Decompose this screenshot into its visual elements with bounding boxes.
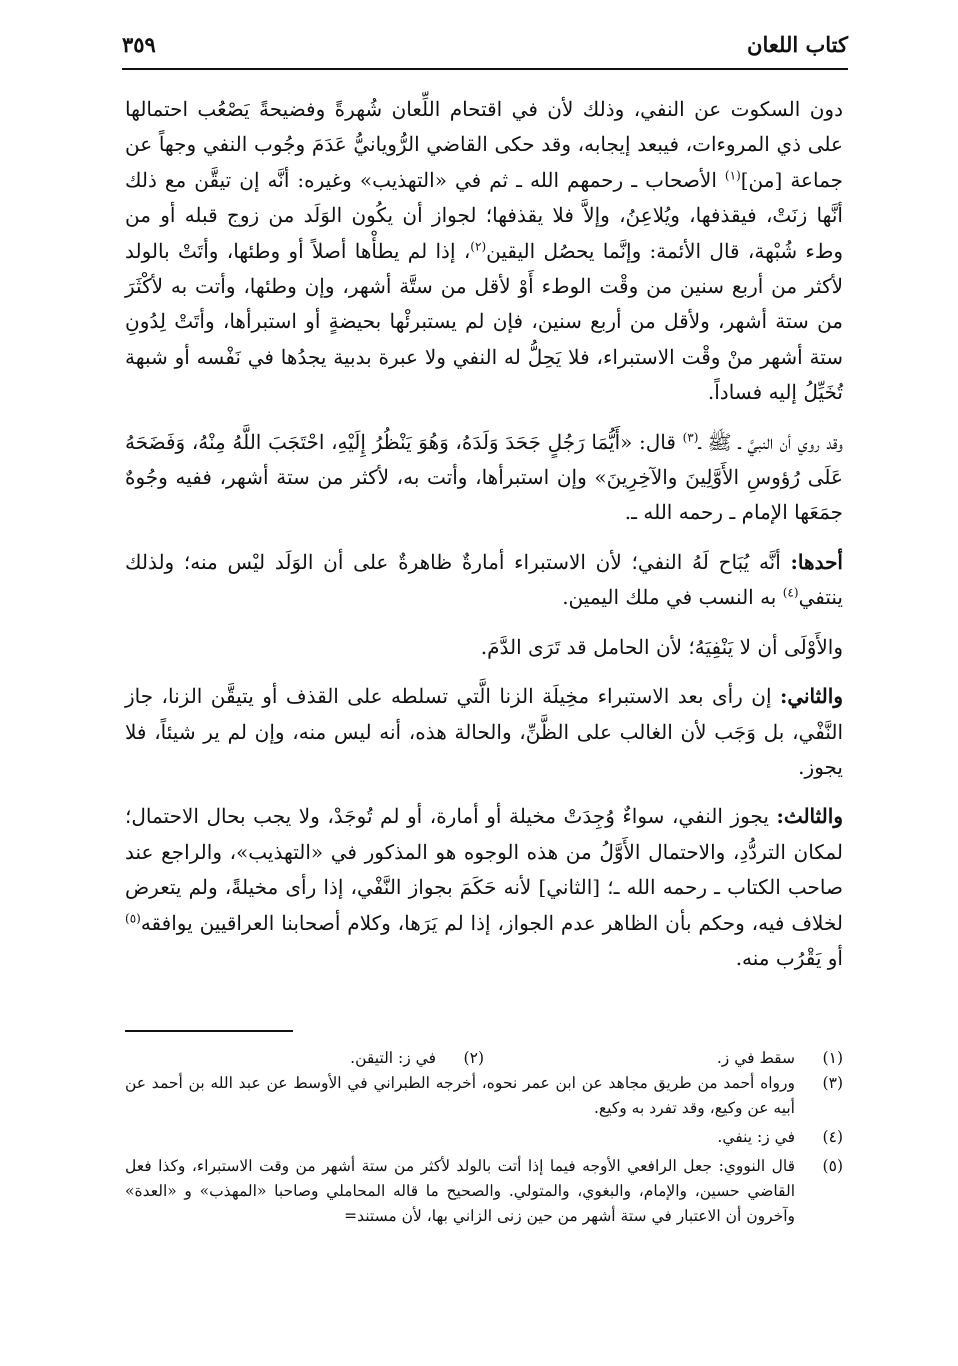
- text-run: وقد روي أن النبيَّ ـ ﷺ ـ: [698, 429, 843, 454]
- text-run: الأصحاب ـ رحمهم الله ـ ثم في «التهذيب» وغيره: أنَّه إن تيقَّن مع ذلك أنَّها زنَتْ، فيقذفها، ويُلاعِنُ، وإلاَّ فلا يقذفها؛ لجواز أن يكُون الوَلَد من زوج قبله أو من وطء شُبْهة، قال الأئمة: وإنَّما يحصُل اليقين: [125, 167, 843, 263]
- footnote-2: [125, 1046, 484, 1071]
- text-run: قال: «أَيُّمَا رَجُلٍ جَحَدَ وَلَدَهُ، وَهُوَ يَنْظُرُ إِلَيْهِ، احْتَجَبَ اللَّهُ مِنْهُ، وَفَضَحَهُ عَلَى رُؤوسِ الأَوَّلِينَ والآخِرِينَ» وإن استبرأها، وأتت به، لأكثر من ستة أشهر، ففيه وجُوهٌ جمَعَها الإمام ـ رحمه الله ـ.: [125, 429, 843, 525]
- paragraph-5: [125, 679, 843, 785]
- footnote-text: في ز: ينفي.: [717, 1128, 795, 1146]
- footnote-number: (١): [822, 1049, 843, 1067]
- text-run: أنَّه يُبَاح لَهُ النفي؛ لأن الاستبراء أمارةٌ ظاهرةٌ على أن الوَلَد ليْس منه؛ ولذلك ينتفي: [125, 549, 843, 610]
- paragraph-4: [125, 630, 843, 665]
- footnote-ref-3: (٣): [682, 430, 699, 444]
- footnote-ref-5: (٥): [125, 910, 141, 925]
- text-run: به النسب في ملك اليمين.: [562, 585, 783, 610]
- running-title: كتاب اللعان: [747, 32, 848, 57]
- footnote-text: ورواه أحمد من طريق مجاهد عن ابن عمر نحوه، أخرجه الطبراني في الأوسط عن عبد الله بن أحمد عن أبيه عن وكيع، وقد تفرد به وكيع.: [125, 1074, 795, 1117]
- text-run: ، إذا لم يطأْها أصلاً أو وطئها، وأتَتْ بالولد لأكثر من أربع سنين من وقْت الوطء أَوْ لأقل من ستَّة أشهر، وإن وطئها، وأتت به لأكْثَرَ من ستة أشهر، ولأقل من أربع سنين، فإن لم يستبرئْها بحيضةٍ أو استبرأها، وأتَتْ لِدُونِ ستة أشهر منْ وقْت الاستبراء، فلا يَحِلُّ له النفي ولا عبرة بدبية يجدُها في نَفْسه أو شبهة تُخَيِّلُ إليه فساداً.: [125, 238, 844, 405]
- footnote-number: (٣): [822, 1074, 843, 1092]
- text-run: أو يَقْرُب منه.: [735, 945, 843, 970]
- paragraph-3: [125, 545, 843, 616]
- footnote-number: (٤): [822, 1128, 843, 1146]
- text-run: إن رأى بعد الاستبراء مخِيلَة الزنا الَّتي تسلطه على القذف أو يتيقَّن الزنا، جاز النَّفْي، بل وَجَب لأن الغالب على الظَّنِّ، والحالة هذه، أنه ليس منه، وإن لم ير شيئاً، فلا يجوز.: [125, 684, 843, 779]
- footnotes: [125, 1046, 843, 1233]
- footnote-1: [484, 1046, 843, 1071]
- running-header: [122, 32, 848, 66]
- paragraph-6: [125, 799, 843, 976]
- header-rule: [122, 68, 848, 70]
- footnote-rule: [125, 1030, 293, 1032]
- section-lead: والثالث:: [776, 804, 843, 829]
- footnote-4: [125, 1125, 843, 1150]
- text-run: يجوز النفي، سواءٌ وُجِدَتْ مخيلة أو أمارة، أو لم تُوجَدْ، ولا يجب بحال الاحتمال؛ لمكان التردُّدِ، والاحتمال الأَوَّلُ من هذه الوجوه هو المذكور في «التهذيب»، والراجع عند صاحب الكتاب ـ رحمه الله ـ؛ [الثاني] لأنه حَكَمَ بجواز النَّفْي، إذا رأى مخيلةً، ولم يتعرض لخلاف فيه، وحكم بأن الظاهر عدم الجواز، إذا لم يَرَها، وكلام أصحابنا العراقيين يوافقه: [125, 804, 844, 935]
- footnote-5: [125, 1154, 843, 1229]
- footnote-number: (٢): [463, 1049, 484, 1067]
- footnote-row-1-2: [125, 1046, 843, 1071]
- section-lead: أحدها:: [790, 549, 843, 574]
- footnote-ref-1: (١): [724, 168, 741, 183]
- section-lead: والثاني:: [779, 684, 843, 709]
- text-run: دون السكوت عن النفي، وذلك لأن في اقتحام اللِّعان شُهرةً وفضيحةً يَصْعُب احتمالها على ذي المروءات، فيبعد إيجابه، وقد حكى القاضي الرُّويانيُّ عَدَمَ وجُوب النفي وجهاً عن جماعة [من]: [125, 97, 844, 192]
- paragraph-2: [125, 425, 843, 531]
- footnote-ref-2: (٢): [470, 238, 487, 253]
- page-number: ٣٥٩: [122, 32, 156, 57]
- footnote-text: سقط في ز.: [716, 1049, 795, 1067]
- footnote-text: في ز: التيقن.: [350, 1049, 436, 1067]
- footnote-ref-4: (٤): [782, 585, 799, 600]
- main-text: [125, 92, 843, 976]
- footnote-text: قال النووي: جعل الرافعي الأوجه فيما إذا أتت بالولد لأكثر من ستة أشهر من وقت الاستبراء، وكذا فعل القاضي حسين، والإمام، والبغوي، والمتولي. والصحيح ما قاله المحاملي وصاحبا «المهذب» و «العدة» وآخرون أن الاعتبار في ستة أشهر من حين زنى الزاني بها، لأن مستند=: [125, 1157, 795, 1225]
- footnote-3: [125, 1071, 843, 1121]
- footnote-number: (٥): [822, 1157, 843, 1175]
- text-run: والأَوْلَى أن لا يَنْفِيَهُ؛ لأن الحامل قد تَرَى الدَّمَ.: [480, 634, 843, 659]
- paragraph-1: [125, 92, 843, 411]
